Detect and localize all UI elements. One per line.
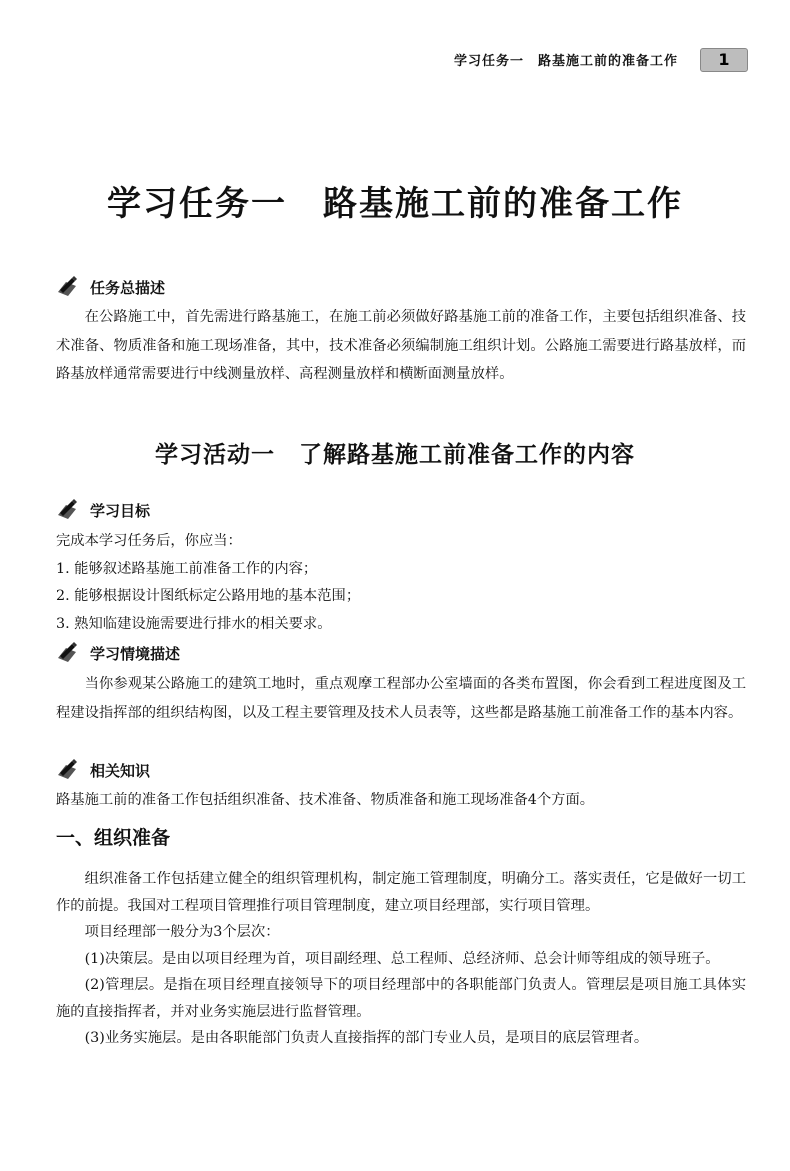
pen-on-paper-icon <box>56 276 82 298</box>
section-heading-organization: 一、组织准备 <box>56 827 171 849</box>
scenario-text <box>56 670 746 727</box>
paragraph: 当你参观某公路施工的建筑工地时，重点观摩工程部办公室墙面的各类布置图，你会看到工程进度图及工程建设指挥部的组织结构图，以及工程主要管理及技术人员表等，这些都是路基施工前准备工作的基本内容。 <box>56 676 746 721</box>
paragraph: 在公路施工中，首先需进行路基施工，在施工前必须做好路基施工前的准备工作，主要包括组织准备、技术准备、物质准备和施工现场准备，其中，技术准备必须编制施工组织计划。公路施工需要进行路基放样，而路基放样通常需要进行中线测量放样、高程测量放样和横断面测量放样。 <box>56 309 746 383</box>
goal-item: 3. 熟知临建设施需要进行排水的相关要求。 <box>56 615 332 632</box>
goal-item: 2. 能够根据设计图纸标定公路用地的基本范围； <box>56 588 361 604</box>
goals-list <box>56 528 746 638</box>
knowledge-text <box>56 786 746 815</box>
paragraph: 项目经理部一般分为3个层次： <box>84 924 280 940</box>
section-heading-text: 学习情境描述 <box>90 644 181 663</box>
section-heading-text: 学习目标 <box>90 501 151 520</box>
section-heading-goals <box>56 498 150 522</box>
pen-on-paper-icon <box>56 499 82 521</box>
pen-on-paper-icon <box>56 642 82 664</box>
pen-on-paper-icon <box>56 759 82 781</box>
section-heading-task-overview <box>56 275 165 299</box>
paragraph: 组织准备工作包括建立健全的组织管理机构，制定施工管理制度，明确分工。落实责任，它是做好一切工作的前提。我国对工程项目管理推行项目管理制度，建立项目经理部，实行项目管理。 <box>56 871 746 914</box>
paragraph: (2)管理层。是指在项目经理直接领导下的项目经理部中的各职能部门负责人。管理层是项目施工具体实施的直接指挥者，并对业务实施层进行监督管理。 <box>56 977 746 1020</box>
running-header <box>0 44 790 74</box>
paragraph: (1)决策层。是由以项目经理为首，项目副经理、总工程师、总经济师、总会计师等组成的领导班子。 <box>84 950 720 967</box>
section-heading-text: 相关知识 <box>90 761 151 780</box>
task-overview-text <box>56 303 746 389</box>
paragraph: (3)业务实施层。是由各职能部门负责人直接指挥的部门专业人员，是项目的底层管理者。 <box>84 1030 649 1046</box>
organization-text <box>56 866 746 1052</box>
running-title: 学习任务一 路基施工前的准备工作 <box>453 54 678 69</box>
section-heading-knowledge <box>56 758 150 782</box>
page-number: 1 <box>700 48 748 72</box>
section-heading-scenario <box>56 641 180 665</box>
page-title: 学习任务一 路基施工前的准备工作 <box>107 184 683 224</box>
activity-title: 学习活动一 了解路基施工前准备工作的内容 <box>155 442 635 468</box>
paragraph: 路基施工前的准备工作包括组织准备、技术准备、物质准备和施工现场准备4个方面。 <box>56 792 595 808</box>
goals-intro: 完成本学习任务后，你应当： <box>56 533 242 549</box>
section-heading-text: 任务总描述 <box>90 278 166 297</box>
goal-item: 1. 能够叙述路基施工前准备工作的内容； <box>56 560 318 577</box>
